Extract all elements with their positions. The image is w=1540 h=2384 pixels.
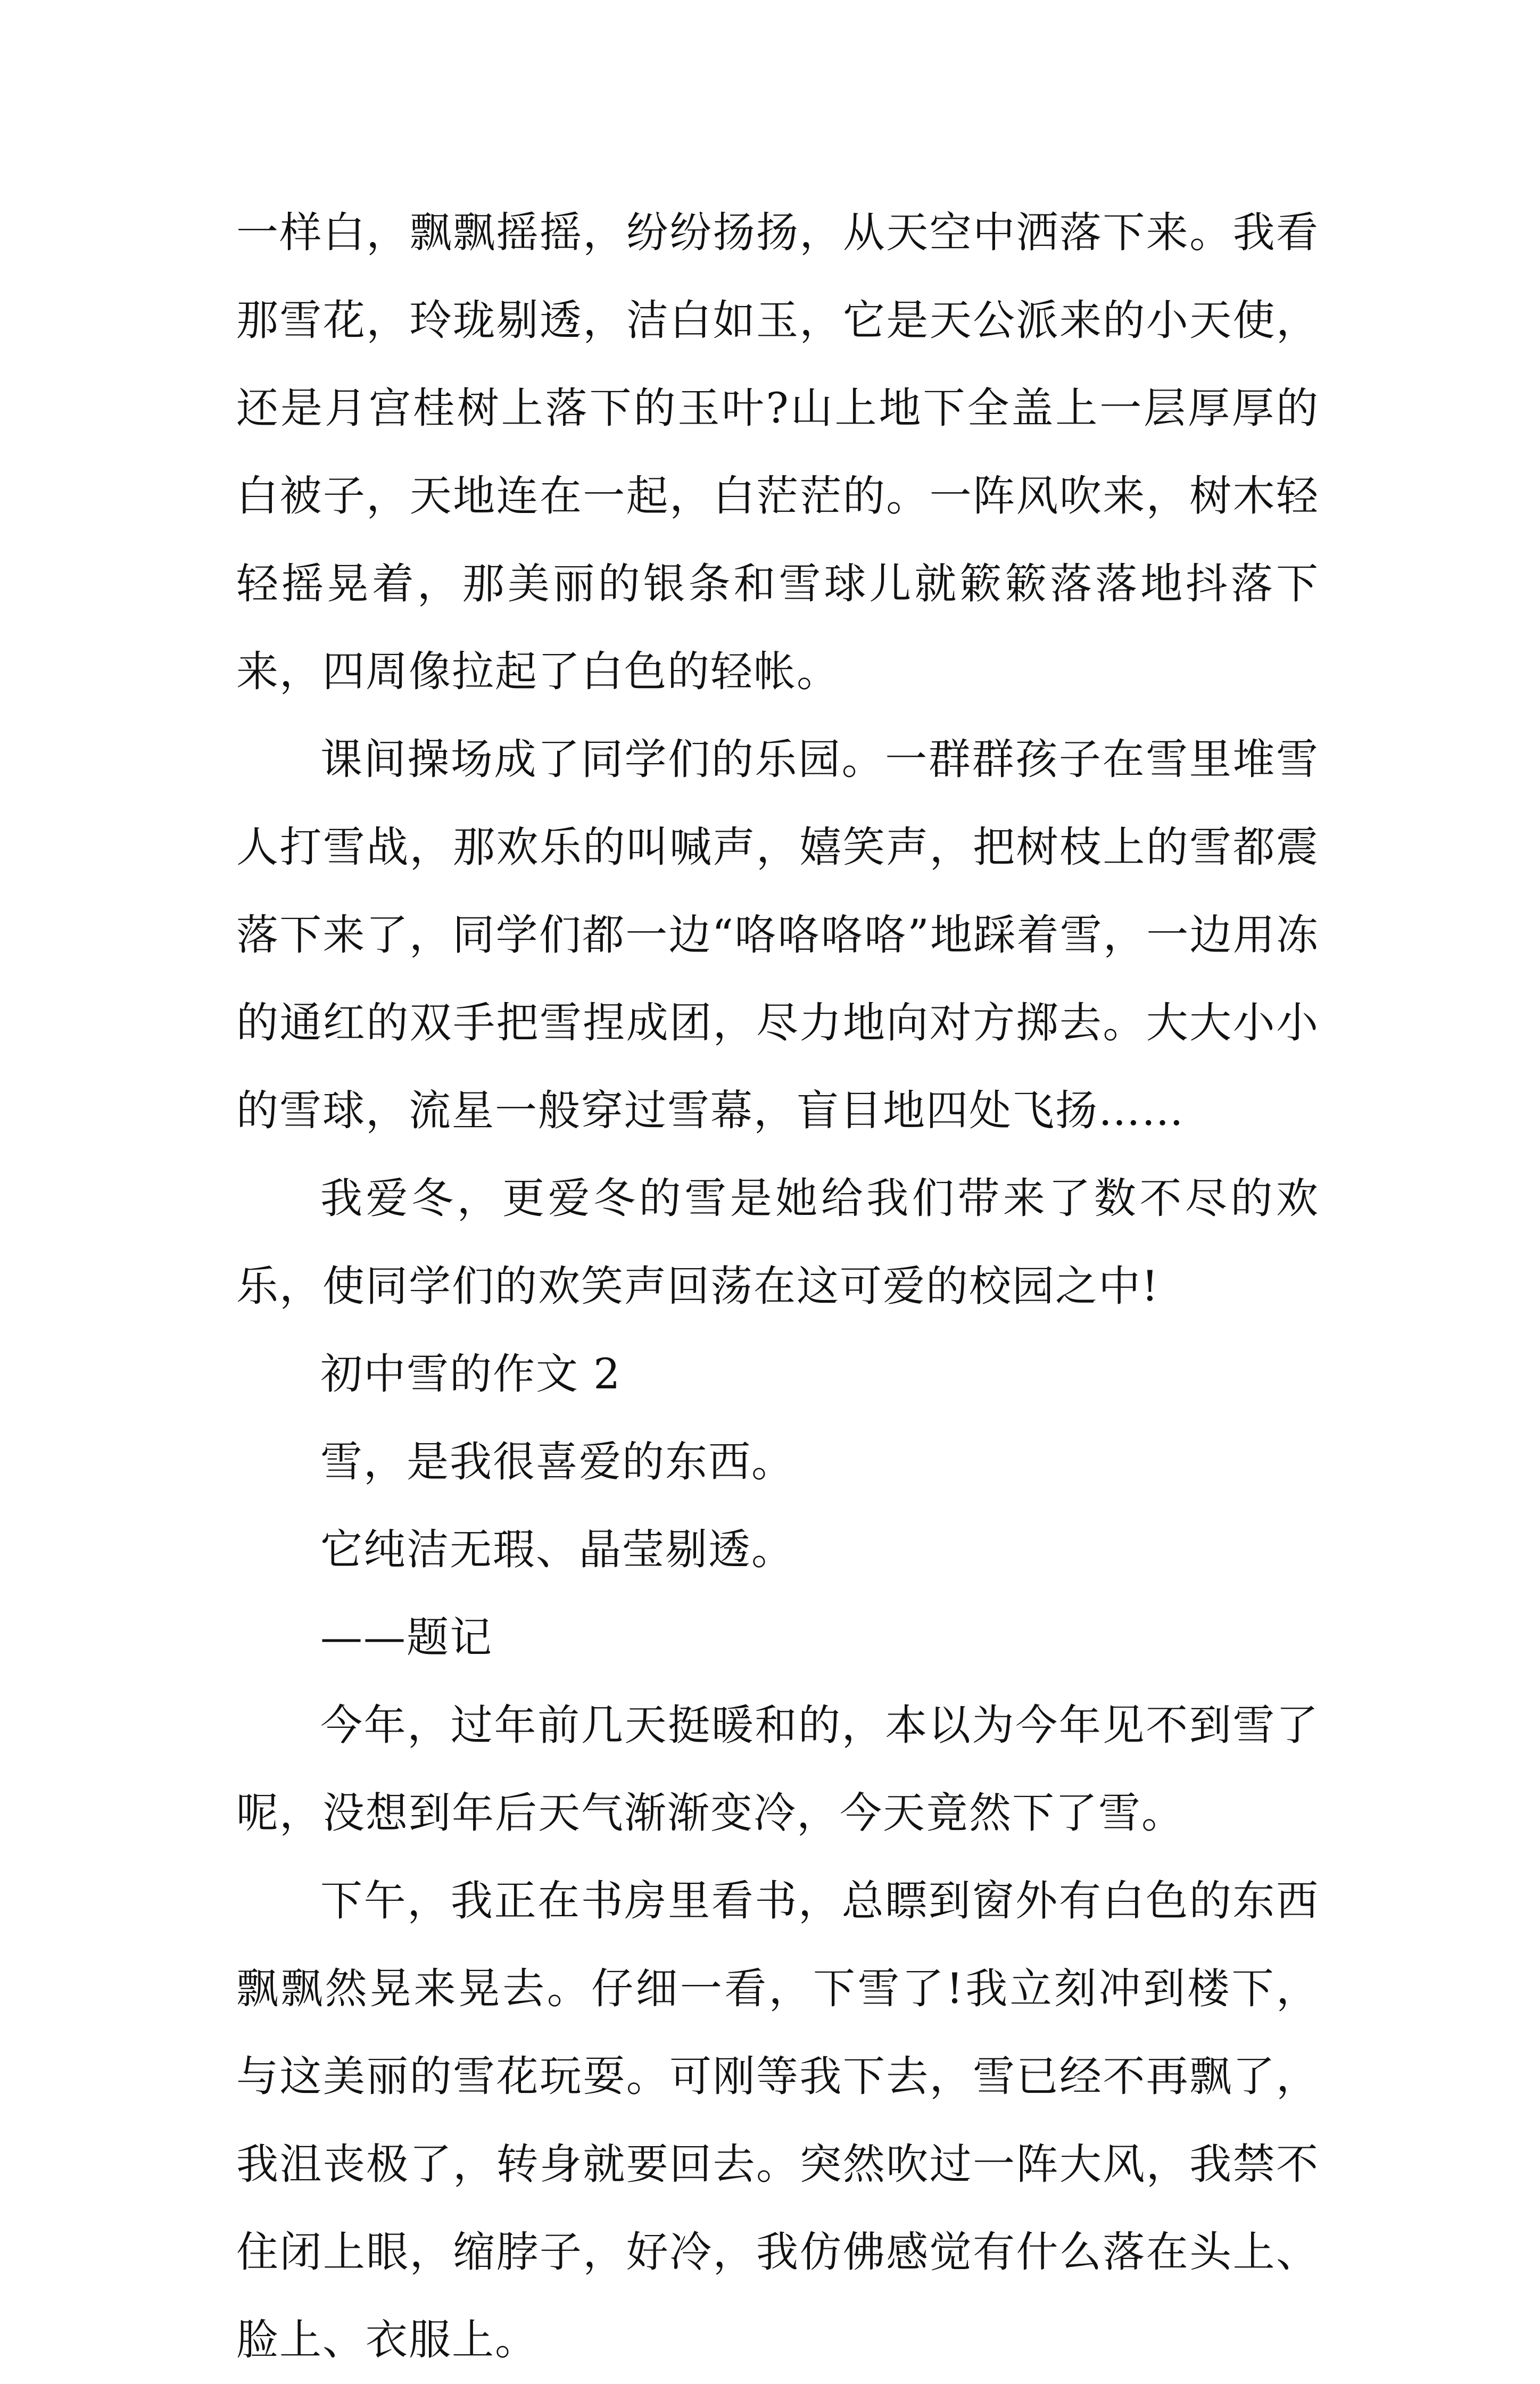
paragraph-playground: 课间操场成了同学们的乐园。一群群孩子在雪里堆雪人打雪战，那欢乐的叫喊声，嬉笑声，把树枝上的雪都震落下来了，同学们都一边“咯咯咯咯”地踩着雪，一边用冻的通红的双手把雪捏成团，尽力地向对方掷去。大大小小的雪球，流星一般穿过雪幕，盲目地四处飞扬…… xyxy=(236,735,1319,1135)
paragraph-afternoon: 下午，我正在书房里看书，总瞟到窗外有白色的东西飘飘然晃来晃去。仔细一看，下雪了!我立刻冲到楼下，与这美丽的雪花玩耍。可刚等我下去，雪已经不再飘了，我沮丧极了，转身就要回去。突然吹过一阵大风，我禁不住闭上眼，缩脖子，好冷，我仿佛感觉有什么落在头上、脸上、衣服上。 xyxy=(236,1876,1319,2364)
body-text xyxy=(236,189,1319,2384)
epigraph-line-1: 雪，是我很喜爱的东西。 xyxy=(320,1437,794,1486)
paragraph-love-winter: 我爱冬，更爱冬的雪是她给我们带来了数不尽的欢乐，使同学们的欢笑声回荡在这可爱的校园之中! xyxy=(236,1174,1319,1311)
epigraph-attribution: ——题记 xyxy=(320,1613,493,1662)
paragraph-continued: 一样白，飘飘摇摇，纷纷扬扬，从天空中洒落下来。我看那雪花，玲珑剔透，洁白如玉，它是天公派来的小天使，还是月宫桂树上落下的玉叶?山上地下全盖上一层厚厚的白被子，天地连在一起，白茫茫的。一阵风吹来，树木轻轻摇晃着，那美丽的银条和雪球儿就簌簌落落地抖落下来，四周像拉起了白色的轻帐。 xyxy=(236,208,1319,696)
essay-title: 初中雪的作文 2 xyxy=(320,1350,622,1398)
epigraph-line-2: 它纯洁无瑕、晶莹剔透。 xyxy=(320,1525,794,1574)
paragraph-this-year: 今年，过年前几天挺暖和的，本以为今年见不到雪了呢，没想到年后天气渐渐变冷，今天竟然下了雪。 xyxy=(236,1701,1319,1837)
